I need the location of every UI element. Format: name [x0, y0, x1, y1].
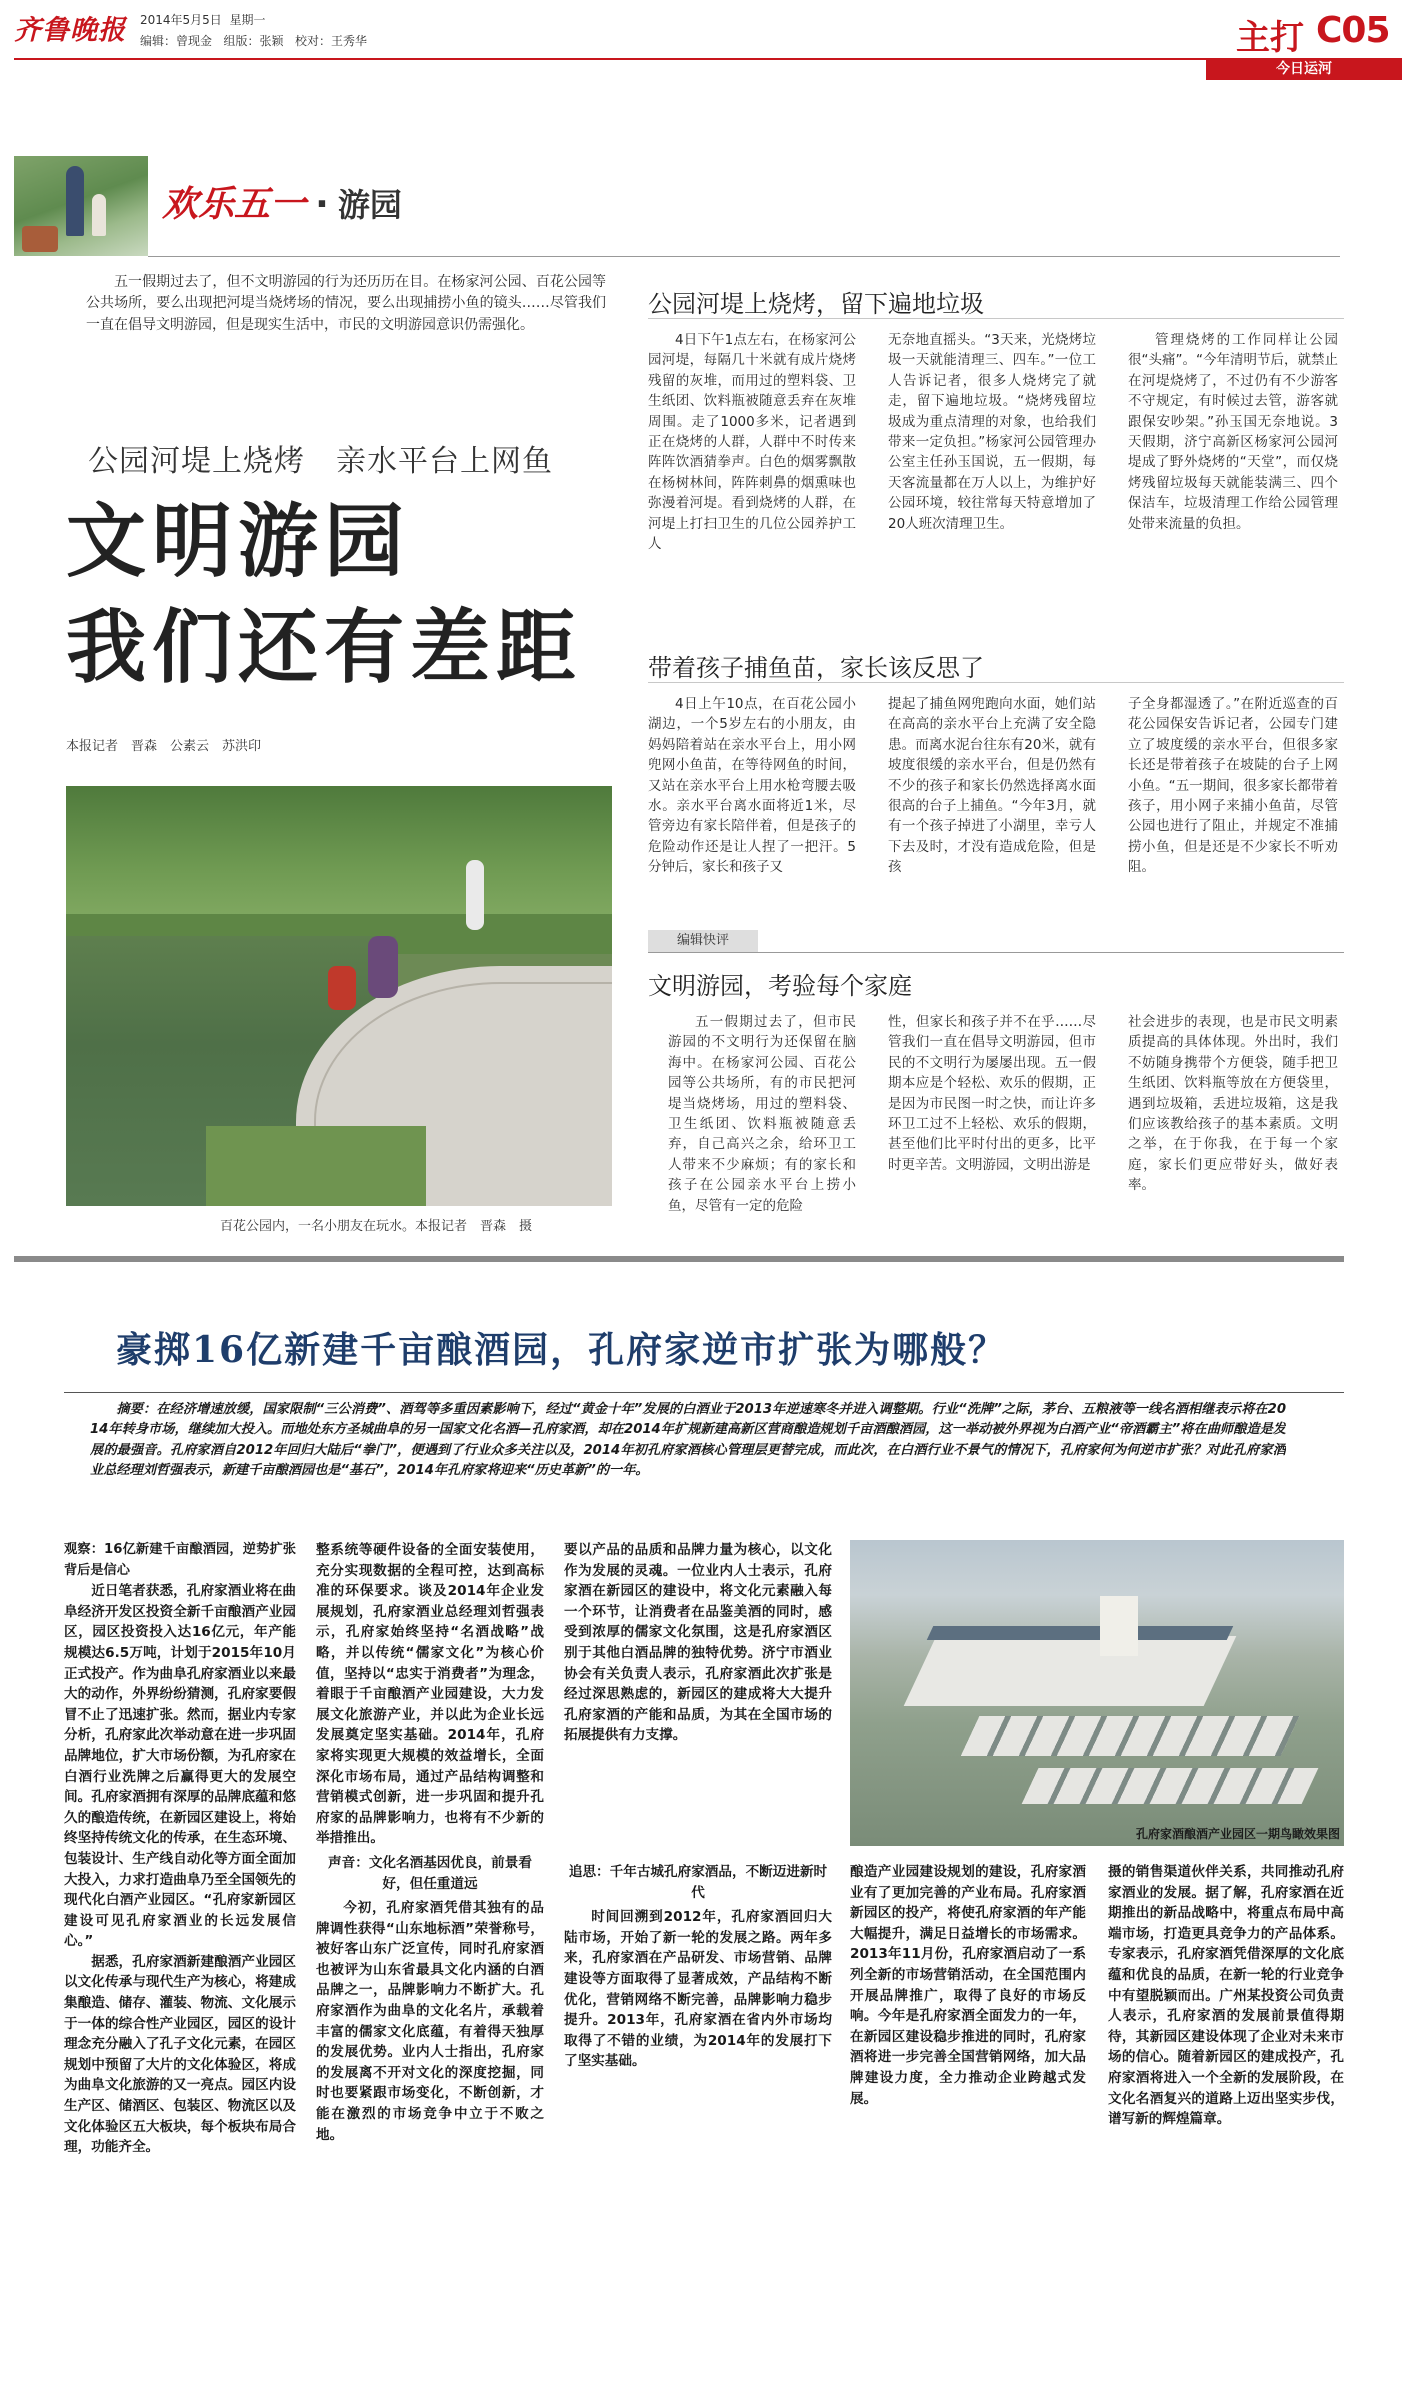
- headline-line-2: 我们还有差距: [66, 601, 582, 694]
- section2-col1: [648, 694, 856, 930]
- comment-title: 文明游园，考验每个家庭: [648, 972, 912, 1000]
- section2-col1-text: 4日上午10点，在百花公园小湖边，一个5岁左右的小朋友，由妈妈陪着站在亲水平台上，用小网兜网小鱼苗，在等待网鱼的时间，又站在亲水平台上用水枪弯腰去吸水。亲水平台离水面将近1米，尽管旁边有家长陪伴着，但是孩子的危险动作还是让人捏了一把汗。5分钟后，家长和孩子又: [648, 696, 856, 876]
- proofreader-credit: 校对：王秀华: [294, 34, 367, 48]
- section1-col2: [888, 330, 1096, 660]
- adv-col2-text: 整系统等硬件设备的全面安装使用，充分实现数据的全程可控，达到高标准的环保要求。谈及2014年企业发展规划，孔府家酒业总经理刘哲强表示，孔府家始终坚持“名酒战略”战略，并以传统“儒家文化”为核心价值，坚持以“忠实于消费者”为理念，着眼于千亩酿酒产业园建设，大力发展文化旅游产业，并以此为企业长远发展奠定坚实基础。2014年，孔府家将实现更大规模的效益增长，全面深化市场布局，通过产品结构调整和营销模式创新，进一步巩固和提升孔府家的品牌影响力，也将有不少新的举措推出。: [316, 1542, 544, 1847]
- section1-col1-text: 4日下午1点左右，在杨家河公园河堤，每隔几十米就有成片烧烤残留的灰堆，而用过的塑料袋、卫生纸团、饮料瓶被随意丢弃在灰堆周围。走了1000多米，记者遇到正在烧烤的人群，人群中不时传来阵阵饮酒猜拳声。白色的烟雾飘散在杨树林间，阵阵刺鼻的烟熏味也弥漫着河堤。看到烧烤的人群，在河堤上打扫卫生的几位公园养护工人: [648, 332, 856, 553]
- masthead-rule: [14, 58, 1206, 60]
- banner-photo: [14, 156, 148, 256]
- aerial-warehouse-row-2: [1022, 1768, 1319, 1804]
- adv-col3-head: 追思：千年古城孔府家酒品，不断迈进新时代: [568, 1864, 828, 1901]
- aerial-caption-text: 孔府家酒酿酒产业园区一期鸟瞰效果图: [1135, 1827, 1340, 1841]
- park-photo: [66, 786, 612, 1206]
- advertorial-abstract: [90, 1400, 1286, 1524]
- subsection-text: 今日运河: [1276, 61, 1332, 77]
- banner-title: 欢乐五一: [162, 184, 307, 225]
- adv-col1-text: 近日笔者获悉，孔府家酒业将在曲阜经济开发区投资全新千亩酿酒产业园区，园区投资投入达16亿元，年产能规模达6.5万吨，计划于2015年10月正式投产。作为曲阜孔府家酒业以来最大的动作，外界纷纷猜测，孔府家要假冒不止了迅速扩张。然而，据业内专家分析，孔府家此次举动意在进一步巩固品牌地位，扩大市场份额，为孔府家在白酒行业洗牌之后赢得更大的发展空间。孔府家酒拥有深厚的品牌底蕴和悠久的酿造传统，在新园区建设上，将始终坚持传统文化的传承，在生态环境、包装设计、生产线自动化等方面全面加大投入，力求打造曲阜乃至全国领先的现代化白酒产业园区。“孔府家新园区建设可见孔府家酒业的长远发展信心。”: [64, 1583, 296, 1950]
- story-divider: [14, 1256, 1344, 1262]
- banner-figure-child: [92, 194, 106, 236]
- page-number: C05: [1316, 10, 1390, 51]
- banner-underline: [148, 256, 1340, 257]
- comment-tag-rule: [648, 952, 1344, 953]
- adv-col2b-text: 今初，孔府家酒凭借其独有的品牌调性获得“山东地标酒”荣誉称号，被好客山东广泛宣传，同时孔府家酒也被评为山东省最具文化内涵的白酒品牌之一，品牌影响力不断扩大。孔府家酒作为曲阜的文化名片，承载着丰富的儒家文化底蕴，有着得天独厚的发展优势。业内人士指出，孔府家的发展离不开对文化的深度挖掘，同时也要紧跟市场变化，不断创新，才能在激烈的市场竞争中立于不败之地。: [316, 1900, 544, 2143]
- comment-tag-text: 编辑快评: [676, 933, 729, 948]
- section2-title: 带着孩子捕鱼苗，家长该反思了: [648, 654, 984, 682]
- headline-line-1: 文明游园: [66, 495, 410, 588]
- advertorial-headline-rule: [64, 1392, 1344, 1393]
- comment-col3-text: 社会进步的表现，也是市民文明素质提高的具体体现。外出时，我们不妨随身携带个方便袋，随手把卫生纸团、饮料瓶等放在方便袋里，遇到垃圾箱，丢进垃圾箱，这是我们应该教给孩子的基本素质。文明之举，在于你我，在于每一个家庭，家长们更应带好头，做好表率。: [1128, 1014, 1338, 1194]
- lead-text: 五一假期过去了，但不文明游园的行为还历历在目。在杨家河公园、百花公园等公共场所，要么出现把河堤当烧烤场的情况，要么出现捕捞小鱼的镜头……尽管我们一直在倡导文明游园，但是现实生活中，市民的文明游园意识仍需强化。: [86, 274, 606, 333]
- adv-col1: [64, 1540, 296, 2376]
- aerial-building-roof: [927, 1626, 1234, 1640]
- aerial-warehouse-row: [961, 1716, 1300, 1756]
- section1-col3-text: 管理烧烤的工作同样让公园很“头痛”。“今年清明节后，就禁止在河堤烧烤了，不过仍有不少游客不守规定，有时候过去管，游客就跟保安吵架。”孙玉国无奈地说。3天假期，济宁高新区杨家河公园河堤成了野外烧烤的“天堂”，而仅烧烤残留垃圾每天就能装满三、四个保洁车，垃圾清理工作给公园管理处带来流量的负担。: [1128, 332, 1338, 532]
- photo-child: [328, 966, 356, 1010]
- section1-title: 公园河堤上烧烤，留下遍地垃圾: [648, 290, 984, 318]
- newspaper-logo: 齐鲁晚报: [14, 15, 126, 46]
- comment-col3: [1128, 1012, 1338, 1248]
- banner-dot: ·: [315, 184, 329, 225]
- comment-col2: [888, 1012, 1096, 1248]
- adv-col5-text: 摄的销售渠道伙伴关系，共同推动孔府家酒业的发展。据了解，孔府家酒在近期推出的新品战略中，将重点布局中高端市场，打造更具竞争力的产品体系。专家表示，孔府家酒凭借深厚的文化底蕴和优良的品质，在新一轮的行业竞争中有望脱颖而出。广州某投资公司负责人表示，孔府家酒的发展前景值得期待，其新园区建设体现了企业对未来市场的信心。随着新园区的建成投产，孔府家酒将进入一个全新的发展阶段，在文化名酒复兴的道路上迈出坚实步伐，谱写新的辉煌篇章。: [1108, 1864, 1344, 2128]
- section2-title-rule: [648, 682, 1344, 683]
- section1-col2-text: 无奈地直摇头。“3天来，光烧烤垃圾一天就能清理三、四车。”一位工人告诉记者，很多人烧烤完了就走，留下遍地垃圾。“烧烤残留垃圾成为重点清理的对象，也给我们带来一定负担。”杨家河公园管理办公室主任孙玉国说，五一假期，每天客流量都在万人以上，为维护好公园环境，较往常每天特意增加了20人班次清理卫生。: [888, 332, 1096, 532]
- staff-credits: [140, 33, 367, 50]
- adv-col5: [1108, 1862, 1344, 2376]
- banner-subtitle: 游园: [337, 186, 402, 224]
- adv-col3-lower: [564, 1862, 832, 2376]
- aerial-building-main: [904, 1636, 1237, 1706]
- photo-standing-man: [466, 860, 484, 930]
- adv-col3-top: [564, 1540, 832, 1844]
- date-text: 2014年5月5日: [140, 13, 222, 27]
- banner-title-wrap: [162, 176, 402, 227]
- advertorial-headline: 豪掷16亿新建千亩酿酒园，孔府家逆市扩张为哪般？: [116, 1329, 1007, 1371]
- section2-col2: [888, 694, 1096, 930]
- section1-title-rule: [648, 318, 1344, 319]
- adv-col3b-text: 时间回溯到2012年，孔府家酒回归大陆市场，开始了新一轮的发展之路。两年多来，孔府家酒在产品研发、市场营销、品牌建设等方面取得了显著成效，产品结构不断优化，营销网络不断完善，品牌影响力稳步提升。2013年，孔府家酒在省内外市场均取得了不错的业绩，为2014年的发展打下了坚实基础。: [564, 1909, 832, 2070]
- section-label: 主打: [1236, 18, 1304, 58]
- section2-col3-text: 子全身都湿透了。”在附近巡查的百花公园保安告诉记者，公园专门建立了坡度缓的亲水平台，但很多家长还是带着孩子在坡陡的台子上网小鱼。“五一期间，很多家长都带着孩子，用小网子来捕小鱼苗，尽管公园也进行了阻止，并规定不准捕捞小鱼，但是还是不少家长不听劝阻。: [1128, 696, 1338, 876]
- section1-col3: [1128, 330, 1338, 660]
- aerial-building-tower: [1100, 1596, 1138, 1656]
- banner-figure-adult: [66, 166, 84, 236]
- adv-col2: [316, 1540, 544, 2376]
- comment-col1-text: 五一假期过去了，但市民游园的不文明行为还保留在脑海中。在杨家河公园、百花公园等公共场所，有的市民把河堤当烧烤场，用过的塑料袋、卫生纸团、饮料瓶被随意丢弃，自己高兴之余，给环卫工人带来不少麻烦；有的家长和孩子在公园亲水平台上捞小鱼，尽管有一定的危险: [668, 1014, 856, 1214]
- editor-credit: 编辑：曾现金: [140, 34, 213, 48]
- photo-grass-foreground: [206, 1126, 426, 1206]
- aerial-caption: [1114, 1824, 1340, 1844]
- weekday-text: 星期一: [229, 13, 266, 27]
- designer-credit: 组版：张颖: [223, 34, 284, 48]
- photo-adult: [368, 936, 398, 998]
- comment-tag: [648, 930, 758, 952]
- aerial-rendering: [850, 1540, 1344, 1846]
- section2-col3: [1128, 694, 1338, 930]
- section2-col2-text: 提起了捕鱼网兜跑向水面，她们站在高高的亲水平台上充满了安全隐患。而离水泥台往东有20米，就有坡度很缓的亲水平台，但是仍然有不少的孩子和家长仍然选择离水面很高的台子上捕鱼。“今年3月，就有一个孩子掉进了小湖里，幸亏人下去及时，才没有造成危险，但是孩: [888, 696, 1096, 876]
- section1-col1: [648, 330, 856, 660]
- photo-caption: 百花公园内，一名小朋友在玩水。本报记者 晋森 摄: [220, 1219, 533, 1234]
- adv-col1-head: 观察：16亿新建千亩酿酒园，逆势扩张背后是信心: [64, 1542, 296, 1578]
- subsection-tag: [1206, 58, 1402, 80]
- advertorial-abstract-text: 摘要：在经济增速放缓，国家限制“三公消费”、酒驾等多重因素影响下，经过“黄金十年”发展的白酒业于2013年逆速寒冬并进入调整期。行业“洗牌”之际，茅台、五粮液等一线名酒相继表示将在2014年转身市场，继续加大投入。而地处东方圣城曲阜的另一国家文化名酒—孔府家酒，却在2014年扩规新建高新区营商酿造规划千亩酒酿酒园，这一举动被外界视为白酒产业“帝酒霸主”将在曲师酿造是发展的最强音。孔府家酒自2012年回归大陆后“拳门”，便遇到了行业众多关注以及，2014年初孔府家酒核心管理层更替完成，而此次，在白酒行业不景气的情况下，孔府家何为何逆市扩张？对此孔府家酒业总经理刘哲强表示，新建千亩酿酒园也是“基石”，2014年孔府家将迎来“历史革新”的一年。: [90, 1402, 1286, 1479]
- issue-date: [140, 12, 265, 29]
- comment-col2-text: 性，但家长和孩子并不在乎……尽管我们一直在倡导文明游园，但市民的不文明行为屡屡出现。五一假期本应是个轻松、欢乐的假期，正是因为市民图一时之快，而让许多环卫工过不上轻松、欢乐的假期，甚至他们比平时付出的更多，比平时更辛苦。文明游园，文明出游是: [888, 1014, 1096, 1173]
- adv-col1b-text: 据悉，孔府家酒新建酿酒产业园区以文化传承与现代生产为核心，将建成集酿造、储存、灌装、物流、文化展示于一体的综合性产业园区，园区的设计理念充分融入了孔子文化元素，在园区规划中预留了大片的文化体验区，将成为曲阜文化旅游的又一亮点。园区内设生产区、储酒区、包装区、物流区以及文化体验区五大板块，每个板块布局合理，功能齐全。: [64, 1953, 296, 2156]
- adv-col4-text: 酿造产业园建设规划的建设，孔府家酒业有了更加完善的产业布局。孔府家酒新园区的投产，将使孔府家酒的年产能大幅提升，满足日益增长的市场需求。2013年11月份，孔府家酒启动了一系列全新的市场营销活动，在全国范围内开展品牌推广，取得了良好的市场反响。今年是孔府家酒全面发力的一年，在新园区建设稳步推进的同时，孔府家酒将进一步完善全国营销网络，加大品牌建设力度，全力推动企业跨越式发展。: [850, 1864, 1086, 2107]
- lead-paragraph: [86, 272, 606, 380]
- byline: 本报记者 晋森 公素云 苏洪印: [66, 739, 262, 754]
- kicker: 公园河堤上烧烤 亲水平台上网鱼: [88, 444, 553, 479]
- comment-col1: [668, 1012, 856, 1248]
- adv-col4: [850, 1862, 1086, 2376]
- adv-col3-text: 要以产品的品质和品牌力量为核心，以文化作为发展的灵魂。一位业内人士表示，孔府家酒在新园区的建设中，将文化元素融入每一个环节，让消费者在品鉴美酒的同时，感受到浓厚的儒家文化氛围，这是孔府家酒区别于其他白酒品牌的独特优势。济宁市酒业协会有关负责人表示，孔府家酒此次扩张是经过深思熟虑的，新园区的建成将大大提升孔府家酒的产能和品质，为其在全国市场的拓展提供有力支撑。: [564, 1542, 832, 1744]
- banner-pot: [22, 226, 58, 252]
- adv-col2-head: 声音：文化名酒基因优良，前景看好，但任重道远: [328, 1854, 532, 1892]
